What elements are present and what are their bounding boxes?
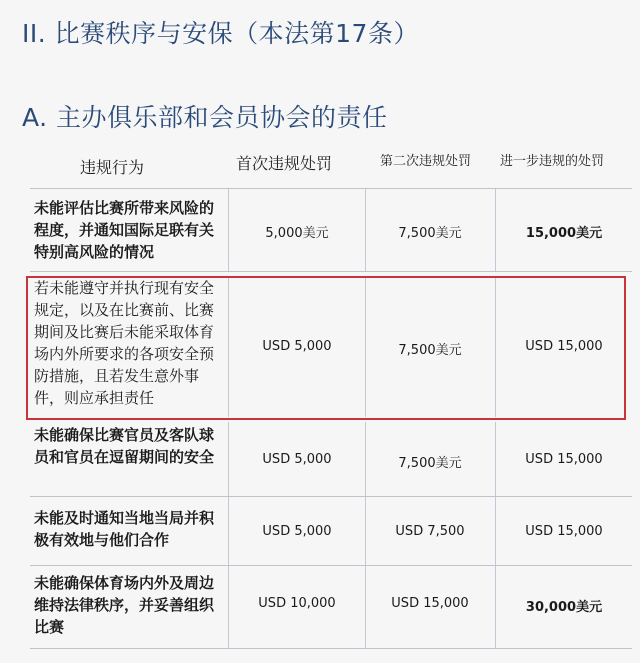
column-header-first-penalty: 首次违规处罚 [236, 154, 333, 173]
table-header [30, 150, 630, 190]
first-penalty-cell: 5,000美元 [265, 226, 329, 241]
violation-cell: 未能及时通知当地当局并积极有效地与他们合作 [34, 509, 215, 549]
column-header-further-penalty: 进一步违规的处罚 [500, 154, 605, 169]
highlight-box [26, 276, 626, 420]
violation-cell: 未能评估比赛所带来风险的程度，并通知国际足联有关特别高风险的情况 [34, 199, 215, 261]
violation-cell: 若未能遵守并执行现有安全规定，以及在比赛前、比赛期间及比赛后未能采取体育场内外所要求的各项安全预防措施，且若发生意外事件，则应承担责任 [34, 279, 215, 407]
column-header-violation: 违规行为 [80, 158, 145, 177]
second-penalty-cell: 7,500美元 [398, 226, 462, 241]
first-penalty-cell: USD 5,000 [262, 452, 332, 467]
second-penalty-cell: USD 15,000 [391, 596, 469, 611]
table-row [30, 497, 632, 566]
second-penalty-cell: USD 7,500 [395, 524, 465, 539]
second-penalty-cell: 7,500美元 [398, 343, 462, 358]
second-penalty-cell: 7,500美元 [398, 456, 462, 471]
further-penalty-cell: USD 15,000 [525, 524, 603, 539]
violation-cell: 未能确保体育场内外及周边维持法律秩序，并妥善组织比赛 [34, 574, 215, 636]
further-penalty-cell: 30,000美元 [525, 600, 603, 615]
further-penalty-cell: USD 15,000 [525, 339, 603, 354]
table-row [30, 188, 632, 272]
first-penalty-cell: USD 10,000 [258, 596, 336, 611]
first-penalty-cell: USD 5,000 [262, 524, 332, 539]
further-penalty-cell: USD 15,000 [525, 452, 603, 467]
section-heading: II. 比赛秩序与安保（本法第17条） [22, 19, 419, 48]
table-row [30, 566, 632, 649]
column-header-second-penalty: 第二次违规处罚 [380, 154, 472, 169]
table-row [30, 422, 632, 497]
violation-cell: 未能确保比赛官员及客队球员和官员在逗留期间的安全 [34, 426, 215, 466]
subsection-heading: A. 主办俱乐部和会员协会的责任 [22, 103, 388, 132]
first-penalty-cell: USD 5,000 [262, 339, 332, 354]
further-penalty-cell: 15,000美元 [525, 226, 603, 241]
